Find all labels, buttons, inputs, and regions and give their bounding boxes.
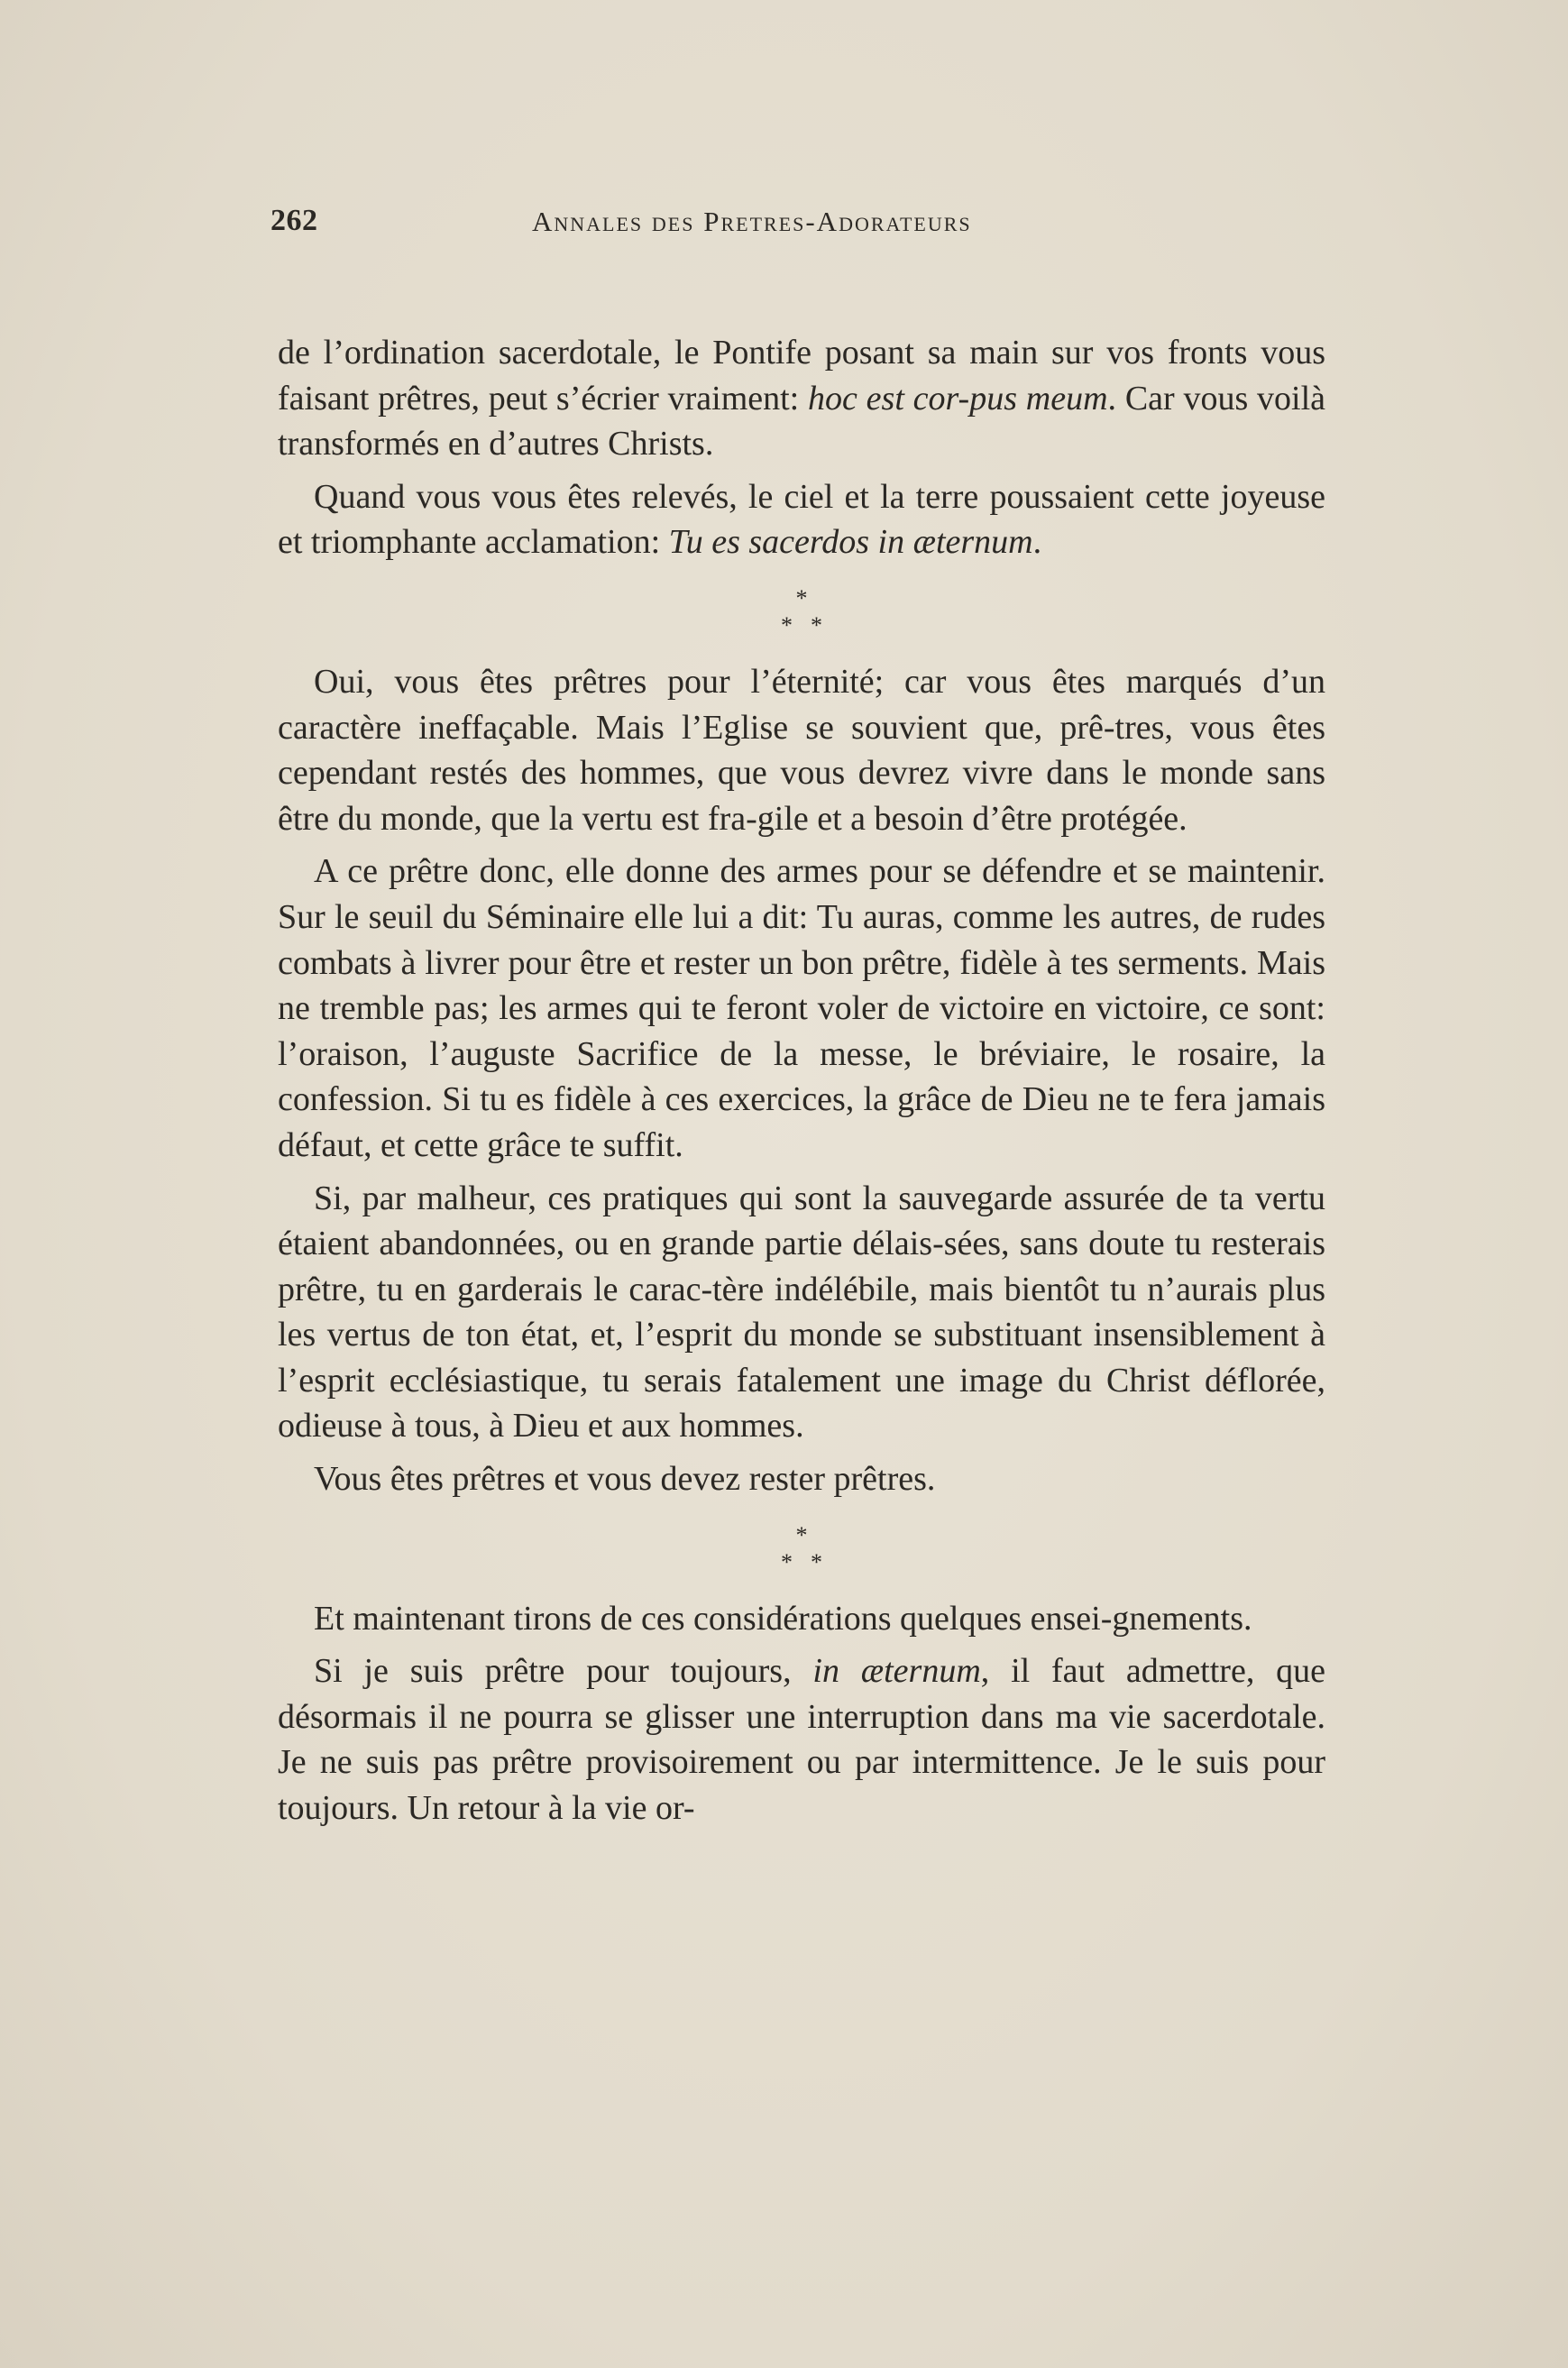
paragraph — [278, 1456, 1325, 1502]
asterism-separator — [278, 1522, 1325, 1576]
text-run: , il faut admettre, que désormais il ne pourra se glisser une interruption dans ma vie sacerdotale. Je ne suis pas prêtre provisoirement ou par intermittence. Je le suis pour toujours. Un retour à la vie or- — [278, 1652, 1325, 1828]
text-run: Et maintenant tirons de ces considérations quelques ensei-gnements. — [314, 1599, 1252, 1638]
italic-run: in æternum — [812, 1652, 981, 1691]
asterism-left-star: * — [781, 1548, 793, 1575]
text-run: Vous êtes prêtres et vous devez rester prêtres. — [314, 1460, 936, 1499]
asterism-top-star: * — [795, 1521, 808, 1548]
running-title: Annales des Pretres-Adorateurs — [532, 206, 972, 237]
asterism-right-star: * — [811, 611, 822, 638]
italic-run: Tu es sacerdos in æternum — [668, 523, 1033, 562]
paragraph — [278, 1176, 1325, 1450]
asterism-right-star: * — [811, 1548, 822, 1575]
paragraph — [278, 330, 1325, 467]
text-run: de l’ordination sacerdotale, le Pontife posant sa main sur vos fronts vous faisant prêtres, peut s’écrier vraiment: — [278, 334, 1325, 418]
asterism-top-star: * — [795, 584, 808, 611]
italic-run: hoc est cor-pus meum — [808, 379, 1108, 418]
asterism-bottom-stars — [278, 1549, 1325, 1576]
page-number: 262 — [271, 204, 318, 237]
asterism-left-star: * — [781, 611, 793, 638]
page-header — [271, 204, 1325, 249]
text-run: Oui, vous êtes prêtres pour l’éternité; car vous êtes marqués d’un caractère ineffaçable. Mais l’Eglise se souvient que, prê-tres, vous êtes cependant restés des hommes, que vous devrez vivre dans le monde sans être du monde, que la vertu est fra-gile et a besoin d’être protégée. — [278, 662, 1325, 838]
body-text — [278, 330, 1325, 1839]
paragraph — [278, 474, 1325, 565]
paragraph — [278, 659, 1325, 841]
text-run: Quand vous vous êtes relevés, le ciel et la terre poussaient cette joyeuse et triomphante acclamation: — [278, 477, 1325, 562]
asterism-bottom-stars — [278, 612, 1325, 639]
asterism-separator — [278, 585, 1325, 639]
text-run: Si, par malheur, ces pratiques qui sont la sauvegarde assurée de ta vertu étaient abandonnées, ou en grande partie délais-sées, sans doute tu resterais prêtre, tu en garderais le carac-tère indélébile, mais bientôt tu n’aurais plus les vertus de ton état, et, l’esprit du monde se substituant insensiblement à l’esprit ecclésiastique, tu serais fatalement une image du Christ déflorée, odieuse à tous, à Dieu et aux hommes. — [278, 1179, 1325, 1446]
paragraph — [278, 1596, 1325, 1642]
paragraph — [278, 849, 1325, 1168]
text-run: Si je suis prêtre pour toujours, — [314, 1652, 813, 1691]
text-run: . Car vous voilà transformés en d’autres Christs. — [278, 379, 1326, 464]
text-run: A ce prêtre donc, elle donne des armes pour se défendre et se maintenir. Sur le seuil du Séminaire elle lui a dit: Tu auras, comme les autres, de rudes combats à livrer pour être et rester un bon prêtre, fidèle à tes serments. Mais ne tremble pas; les armes qui te feront voler de victoire en victoire, ce sont: l’oraison, l’auguste Sacrifice de la messe, le bréviaire, le rosaire, la confession. Si tu es fidèle à ces exercices, la grâce de Dieu ne te fera jamais défaut, et cette grâce te suffit. — [278, 852, 1325, 1164]
paragraph — [278, 1648, 1325, 1831]
text-run: . — [1032, 523, 1042, 562]
